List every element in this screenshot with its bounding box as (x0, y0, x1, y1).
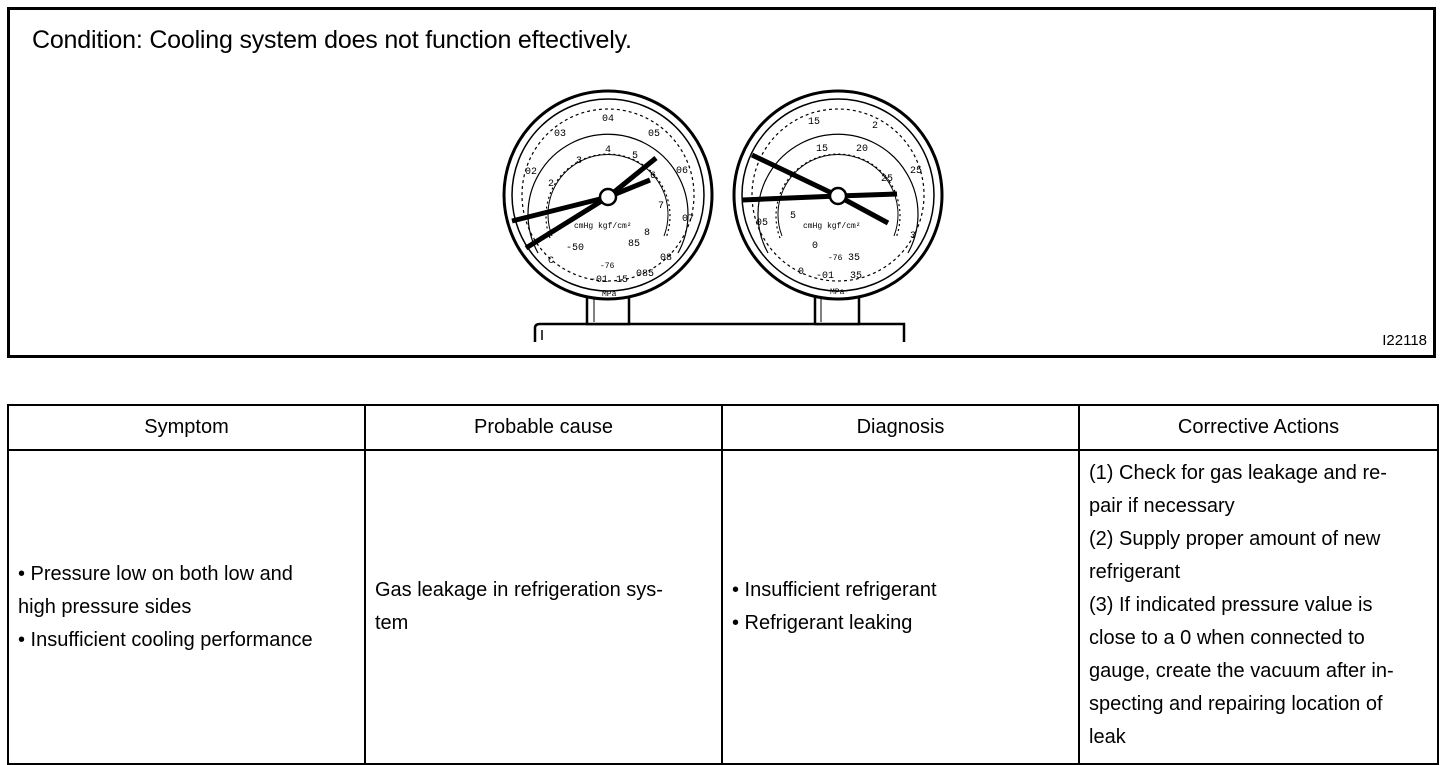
high-outer-tick: 05 (756, 218, 769, 229)
corrective-actions-cell (1079, 450, 1438, 764)
header-symptom: Symptom (8, 405, 365, 450)
high-inner-tick: 20 (856, 144, 869, 155)
low-outer-tick: 08 (660, 253, 673, 264)
table-row (8, 450, 1438, 764)
low-outer-tick: 04 (602, 114, 615, 125)
low-outer-tick: 06 (676, 166, 689, 177)
low-inner-tick: 7 (658, 201, 665, 212)
condition-title: Condition: Cooling system does not function eftectively. (32, 26, 632, 54)
low-inner-tick: 4 (605, 145, 612, 156)
low-bottom-label: MPa (602, 290, 617, 299)
diagnosis-table (7, 404, 1439, 765)
cause-line: tem (375, 612, 409, 634)
low-bottom-label: 15 (616, 275, 629, 286)
low-inner-tick: 2 (548, 179, 555, 190)
symptom-line: • Pressure low on both low and (18, 562, 293, 585)
action-line: gauge, create the vacuum after in- (1089, 660, 1394, 682)
high-bottom-label: 35 (850, 271, 863, 282)
low-bottom-label: -01 (590, 275, 609, 286)
table-header-row (8, 405, 1438, 450)
high-outer-tick: 25 (910, 166, 923, 177)
low-bottom-label: C (548, 256, 555, 267)
cause-line: Gas leakage in refrigeration sys- (375, 579, 663, 601)
header-probable-cause: Probable cause (365, 405, 722, 450)
action-line: (3) If indicated pressure value is (1089, 594, 1373, 616)
diagnosis-line: • Refrigerant leaking (732, 612, 913, 634)
high-bottom-label: -76 (828, 254, 843, 263)
action-line: close to a 0 when connected to (1089, 627, 1365, 649)
gauge-illustration (490, 78, 960, 348)
low-inner-tick: 8 (644, 228, 651, 239)
high-outer-tick: 3 (910, 231, 917, 242)
high-inner-tick: 5 (790, 211, 797, 222)
header-diagnosis: Diagnosis (722, 405, 1079, 450)
action-line: (1) Check for gas leakage and re- (1089, 462, 1387, 484)
action-line: pair if necessary (1089, 495, 1235, 517)
high-bottom-label: -01 (816, 271, 835, 282)
low-inner-tick: 5 (632, 151, 639, 162)
high-bottom-label: 0 (798, 267, 805, 278)
high-outer-tick: 15 (808, 117, 821, 128)
low-inner-tick: 3 (576, 156, 583, 167)
low-outer-tick: 02 (525, 167, 538, 178)
low-outer-tick: 07 (682, 214, 695, 225)
probable-cause-cell (365, 450, 722, 764)
symptom-line: high pressure sides (18, 595, 192, 618)
high-bottom-label: MPa (830, 288, 845, 297)
high-unit-label: cmHg kgf/cm² (803, 222, 861, 231)
action-line: (2) Supply proper amount of new (1089, 528, 1381, 550)
low-bottom-label: -76 (600, 262, 615, 271)
diagnosis-line: • Insufficient refrigerant (732, 579, 937, 601)
header-corrective-actions: Corrective Actions (1079, 405, 1438, 450)
low-outer-tick: 03 (554, 129, 567, 140)
action-line: leak (1089, 726, 1126, 748)
figure-id: I22118 (1382, 332, 1427, 349)
high-inner-tick: 35 (848, 253, 861, 264)
low-inner-tick: 6 (650, 171, 657, 182)
low-unit-label: cmHg kgf/cm² (574, 222, 632, 231)
low-bottom-label: -50 (566, 243, 585, 254)
action-line: refrigerant (1089, 561, 1181, 583)
high-inner-tick: 0 (812, 241, 819, 252)
diagnosis-cell (722, 450, 1079, 764)
high-inner-tick: 15 (816, 144, 829, 155)
symptom-line: • Insufficient cooling performance (18, 628, 313, 651)
condition-panel (7, 7, 1436, 358)
low-outer-tick: 085 (636, 269, 655, 280)
high-inner-tick: 25 (881, 174, 894, 185)
high-pressure-gauge (734, 91, 942, 299)
low-inner-tick: 85 (628, 239, 641, 250)
low-outer-tick: 05 (648, 129, 661, 140)
symptom-cell (8, 450, 365, 764)
high-outer-tick: 2 (872, 121, 879, 132)
action-line: specting and repairing location of (1089, 693, 1383, 715)
